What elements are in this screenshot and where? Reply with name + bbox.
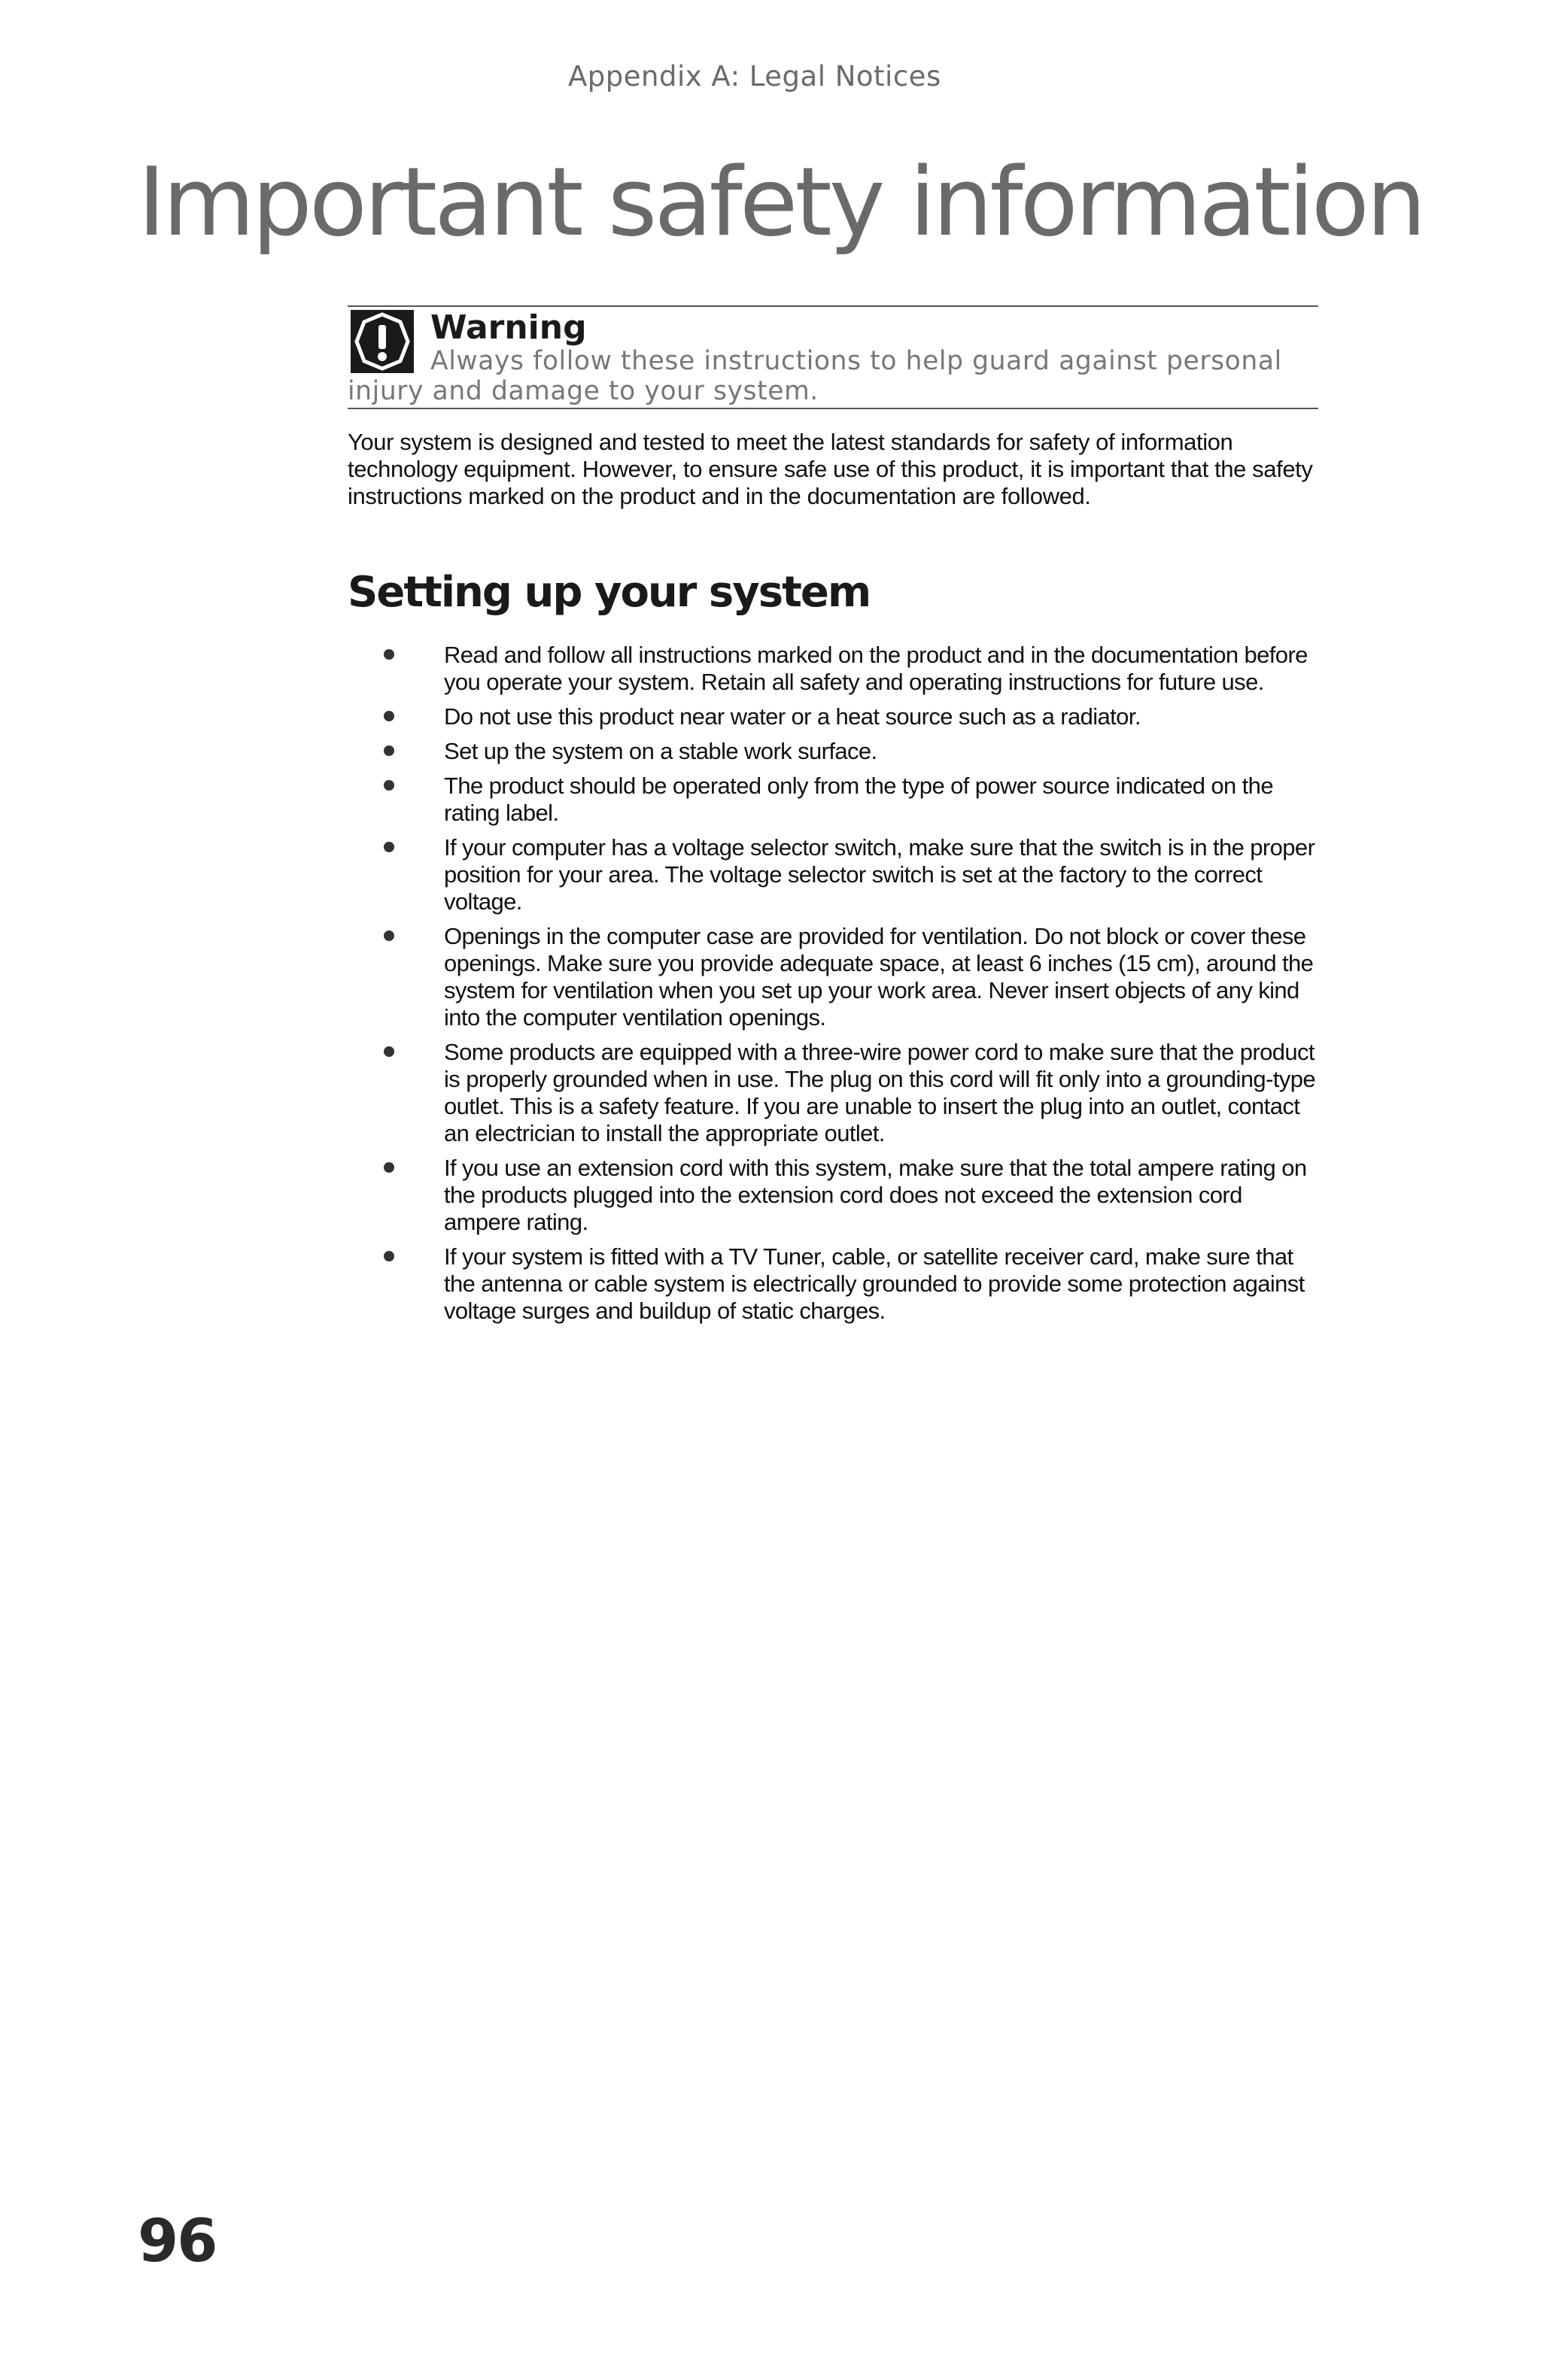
bullet-icon <box>384 649 394 660</box>
bullet-icon <box>384 745 394 756</box>
bullet-icon <box>384 930 394 941</box>
list-item-text: Read and follow all instructions marked on the product and in the documentation before you operate your system. Retain all safety and operating instructions for future use. <box>444 642 1308 696</box>
list-item <box>348 1243 1318 1325</box>
list-item-text: Do not use this product near water or a heat source such as a radiator. <box>444 703 1141 730</box>
list-item-text: If you use an extension cord with this system, make sure that the total ampere rating on the products plugged into the extension cord does not exceed the extension cord ampere rating. <box>444 1155 1307 1236</box>
main-content <box>348 305 1318 1332</box>
bullet-icon <box>384 1162 394 1173</box>
warning-title: Warning <box>430 308 587 347</box>
list-item <box>348 834 1318 915</box>
page-title: Important safety information <box>138 147 1424 257</box>
warning-text: Always follow these instructions to help guard against personal injury and damage to your system. <box>348 346 1282 406</box>
intro-paragraph: Your system is designed and tested to meet the latest standards for safety of information technology equipment. However, to ensure safe use of this product, it is important that the safety instructions marked on the product and in the documentation are followed. <box>348 429 1313 509</box>
list-item-text: Openings in the computer case are provided for ventilation. Do not block or cover these openings. Make sure you provide adequate space, at least 6 inches (15 cm), around the system for ventilation when you set up your work area. Never insert objects of any kind into the computer ventilation openings. <box>444 923 1314 1031</box>
bullet-icon <box>384 711 394 721</box>
list-item-text: The product should be operated only from the type of power source indicated on the rating label. <box>444 773 1273 827</box>
bullet-icon <box>384 1251 394 1261</box>
safety-instructions-list <box>348 642 1318 1325</box>
running-header: Appendix A: Legal Notices <box>568 60 941 93</box>
list-item <box>348 703 1318 730</box>
bullet-icon <box>384 1046 394 1057</box>
section-heading: Setting up your system <box>348 568 871 617</box>
list-item-text: Some products are equipped with a three-wire power cord to make sure that the product is properly grounded when in use. The plug on this cord will fit only into a grounding-type outlet. This is a safety feature. If you are unable to insert the plug into an outlet, contact an electrician to install the appropriate outlet. <box>444 1039 1315 1147</box>
bullet-icon <box>384 842 394 852</box>
page-number: 96 <box>138 2208 217 2275</box>
list-item-text: Set up the system on a stable work surface. <box>444 738 877 765</box>
list-item <box>348 642 1318 696</box>
list-item <box>348 1155 1318 1236</box>
list-item <box>348 1039 1318 1147</box>
list-item <box>348 773 1318 827</box>
list-item-text: If your system is fitted with a TV Tuner, cable, or satellite receiver card, make sure that the antenna or cable system is electrically grounded to provide some protection against voltage surges and buildup of static charges. <box>444 1243 1305 1325</box>
list-item <box>348 923 1318 1031</box>
warning-callout <box>348 305 1318 409</box>
bullet-icon <box>384 780 394 791</box>
list-item <box>348 738 1318 765</box>
list-item-text: If your computer has a voltage selector switch, make sure that the switch is in the proper position for your area. The voltage selector switch is set at the factory to the correct voltage. <box>444 834 1315 915</box>
